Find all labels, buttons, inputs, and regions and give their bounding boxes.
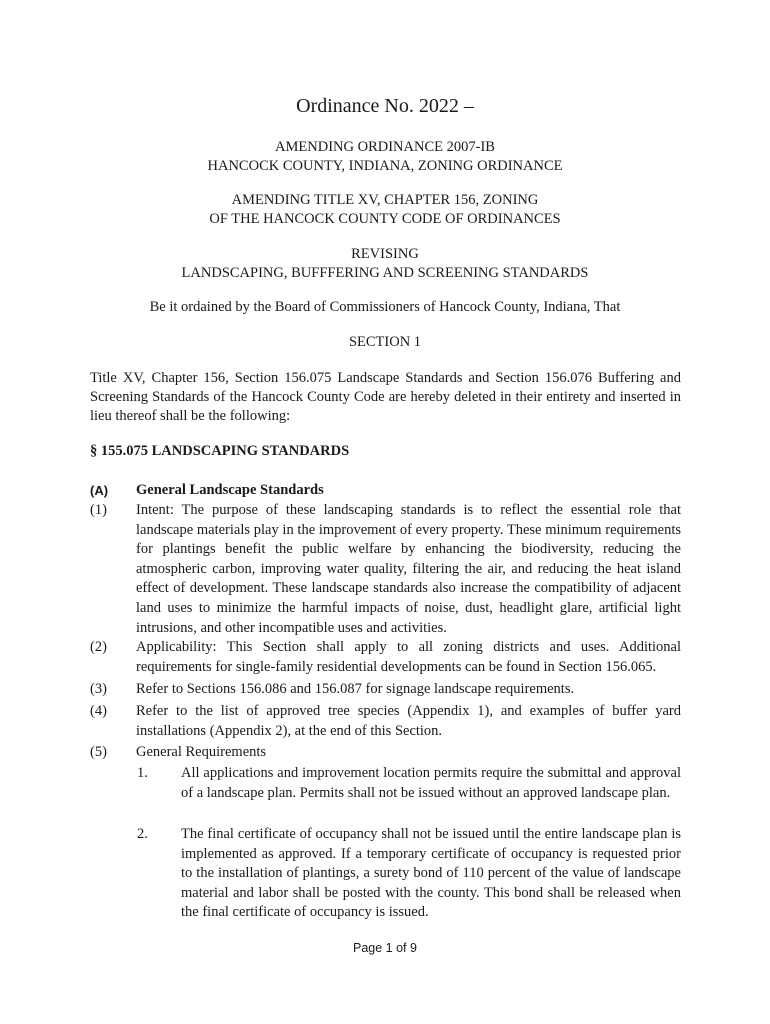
amending-title-line: AMENDING TITLE XV, CHAPTER 156, ZONING (231, 192, 539, 208)
list-item-intent: Intent: The purpose of these landscaping standards is to reflect the essential role that landscape materials play in the improvement of every property. These minimum requirements for plantings benefit the public welfare by enhancing the biodiversity, reducing the atmospheric carbon, improving water quality, filtering the air, and reducing the heat island effect of development. These landscape standards also increase the compatibility of adjacent land uses to minimize the harmful impacts of noise, dust, headlight glare, artificial light intrusions, and other incompatible uses and activities. (136, 502, 681, 636)
list-item-signage: Refer to Sections 156.086 and 156.087 for signage landscape requirements. (136, 681, 575, 697)
subsection-title: General Landscape Standards (136, 482, 324, 498)
subsection-label: (A) (90, 483, 109, 498)
list-item-label: (5) (90, 744, 107, 760)
county-zoning-line: HANCOCK COUNTY, INDIANA, ZONING ORDINANCE (207, 158, 563, 174)
list-item-tree-species: Refer to the list of approved tree species (Appendix 1), and examples of buffer yard installations (Appendix 2), at the end of this Section. (136, 703, 681, 739)
list-item-general-requirements: General Requirements (136, 744, 267, 760)
standards-line: LANDSCAPING, BUFFFERING AND SCREENING STANDARDS (181, 265, 589, 281)
intro-paragraph: Title XV, Chapter 156, Section 156.075 Landscape Standards and Section 156.076 Buffering and Screening Standards of the Hancock County Code are hereby deleted in their entirety and inserted in lieu thereof shall be the following: (90, 370, 681, 424)
ordinance-title: Ordinance No. 2022 – (296, 95, 474, 117)
list-item-applicability: Applicability: This Section shall apply to all zoning districts and uses. Additional requirements for single-family residential developments can be found in Section 156.065. (136, 639, 681, 675)
sub-item-label: 1. (137, 765, 148, 781)
section-heading: § 155.075 LANDSCAPING STANDARDS (90, 443, 350, 459)
sub-item-certificate-occupancy: The final certificate of occupancy shall not be issued until the entire landscape plan is implemented as approved. If a temporary certificate of occupancy is requested prior to the installation of plantings, a surety bond of 110 percent of the value of landscape material and labor shall be posted with the county. This bond shall be released when the final certificate of occupancy is issued. (181, 826, 681, 921)
list-item-label: (3) (90, 681, 107, 697)
list-item-label: (1) (90, 502, 107, 518)
sub-item-landscape-plan: All applications and improvement location permits require the submittal and approval of a landscape plan. Permits shall not be issued without an approved landscape plan. (181, 765, 681, 801)
section-label: SECTION 1 (348, 334, 422, 350)
sub-item-label: 2. (137, 826, 148, 842)
code-of-ordinances-line: OF THE HANCOCK COUNTY CODE OF ORDINANCES (209, 211, 561, 227)
list-item-label: (2) (90, 639, 107, 655)
list-item-label: (4) (90, 703, 107, 719)
page-number: Page 1 of 9 (353, 941, 417, 955)
ordained-statement: Be it ordained by the Board of Commissioners of Hancock County, Indiana, That (149, 299, 621, 315)
amending-ordinance-line: AMENDING ORDINANCE 2007-IB (275, 139, 495, 155)
revising-line: REVISING (351, 246, 419, 262)
